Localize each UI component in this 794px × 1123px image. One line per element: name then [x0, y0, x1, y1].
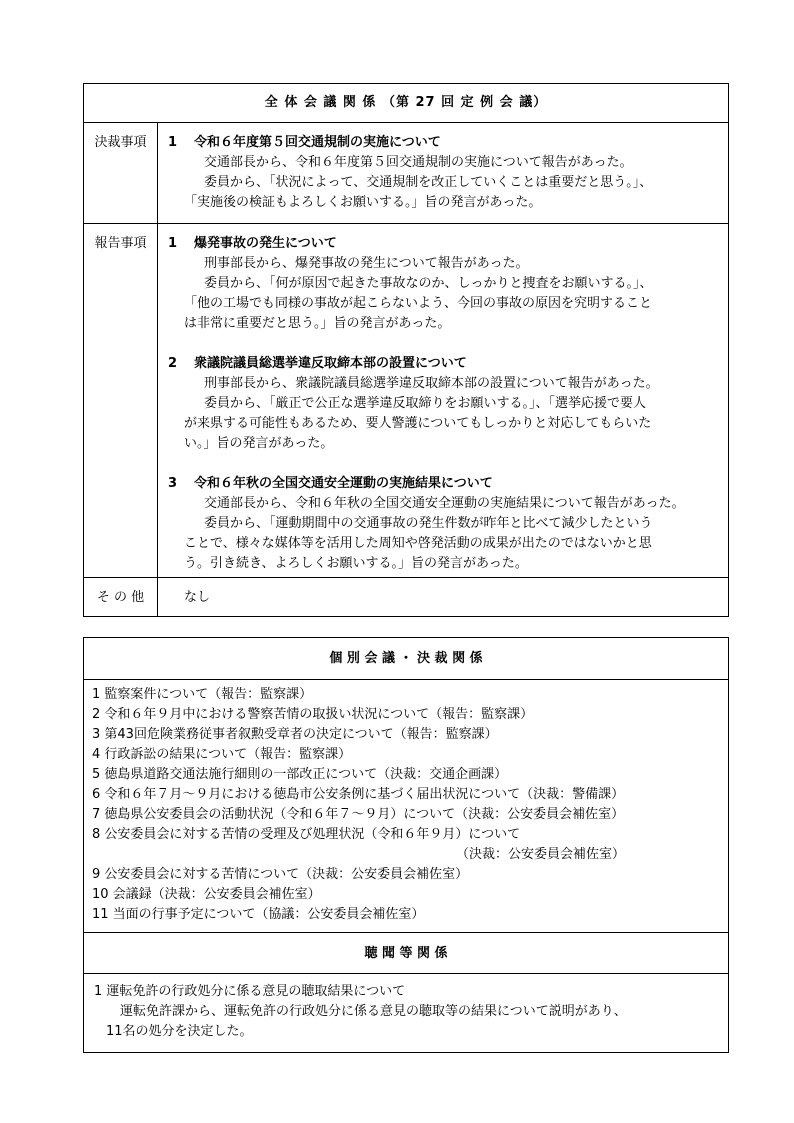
list-item: （決裁：公安委員会補佐室） [456, 847, 626, 862]
decision-item-line: 「実施後の検証もよろしくお願いする。」旨の発言があった。 [184, 195, 542, 210]
report-item-line: ことで、様々な媒体等を活用した周知や啓発活動の成果が出たのではないかと思 [184, 536, 652, 551]
plenary-title: 全 体 会 議 関 係 （第 27 回 定 例 会 議） [84, 84, 728, 123]
hearing-body [94, 982, 720, 1042]
list-item: 7 徳島県公安委員会の活動状況（令和６年７～９月）について（決裁：公安委員会補佐室） [92, 807, 625, 822]
decision-row [84, 123, 728, 224]
report-label: 報告事項 [84, 224, 158, 577]
list-item: 2 令和６年９月中における警察苦情の取扱い状況について（報告：監察課） [92, 707, 534, 722]
report-item-line: 交通部長から、令和６年秋の全国交通安全運動の実施結果について報告があった。 [204, 496, 685, 511]
report-item-line: い。」旨の発言があった。 [184, 436, 334, 451]
decision-item-line: 委員から、「状況によって、交通規制を改正していくことは重要だと思う。」、 [204, 175, 653, 190]
report-item-line: 刑事部長から、衆議院議員総選挙違反取締本部の設置について報告があった。 [204, 376, 659, 391]
report-item-line: は非常に重要だと思う。」旨の発言があった。 [184, 316, 451, 331]
list-item: 11 当面の行事予定について（協議：公安委員会補佐室） [92, 907, 425, 922]
decision-label: 決裁事項 [84, 123, 158, 223]
list-item: 3 第43回危険業務従事者叙勲受章者の決定について（報告：監察課） [92, 727, 498, 742]
other-value: なし [184, 590, 211, 605]
report-item-line: う。引き続き、よろしくお願いする。」旨の発言があった。 [184, 556, 528, 571]
individual-title: 個 別 会 議 ・ 決 裁 関 係 [84, 638, 728, 680]
hearing-title: 聴 聞 等 関 係 [84, 932, 728, 974]
list-item: 5 徳島県道路交通法施行細則の一部改正について（決裁：交通企画課） [92, 767, 508, 782]
hearing-line: 1 運転免許の行政処分に係る意見の聴取結果について [94, 984, 406, 999]
individual-list [92, 685, 720, 925]
decision-item-heading: 1 令和６年度第５回交通規制の実施について [168, 135, 441, 150]
report-item-heading: 2 衆議院議員総選挙違反取締本部の設置について [168, 356, 467, 371]
hearing-line: 11名の処分を決定した。 [106, 1024, 253, 1039]
report-item-heading: 1 爆発事故の発生について [168, 236, 337, 251]
report-item-heading: 3 令和６年秋の全国交通安全運動の実施結果について [168, 476, 493, 491]
report-item-line: 刑事部長から、爆発事故の発生について報告があった。 [204, 256, 529, 271]
report-row [84, 224, 728, 578]
plenary-meeting-table [83, 83, 729, 617]
list-item: 10 会議録（決裁：公安委員会補佐室） [92, 887, 321, 902]
individual-meeting-table [83, 637, 729, 1053]
other-label: そ の 他 [84, 578, 158, 616]
decision-body [158, 123, 728, 213]
decision-item-line: 交通部長から、令和６年度第５回交通規制の実施について報告があった。 [204, 155, 633, 170]
report-item-line: 委員から、「何が原因で起きた事故なのか、しっかりと捜査をお願いする。」、 [204, 276, 653, 291]
list-item: 9 公安委員会に対する苦情について（決裁：公安委員会補佐室） [92, 867, 469, 882]
other-body [158, 578, 728, 608]
list-item: 8 公安委員会に対する苦情の受理及び処理状況（令和６年９月）について [92, 827, 521, 842]
list-item: 1 監察案件について（報告：監察課） [92, 687, 313, 702]
other-row [84, 578, 728, 616]
hearing-line: 運転免許課から、運転免許の行政処分に係る意見の聴取等の結果について説明があり、 [120, 1004, 627, 1019]
report-item-line: 「他の工場でも同様の事故が起こらないよう、今回の事故の原因を究明すること [184, 296, 653, 311]
report-body [158, 224, 728, 574]
report-item-line: が来県する可能性もあるため、要人警護についてもしっかりと対応してもらいた [184, 416, 652, 431]
report-item-line: 委員から、「厳正で公正な選挙違反取締りをお願いする。」、「選挙応援で要人 [204, 396, 647, 411]
list-item: 4 行政訴訟の結果について（報告：監察課） [92, 747, 352, 762]
list-item: 6 令和６年７月～９月における徳島市公安条例に基づく届出状況について（決裁：警備課） [92, 787, 625, 802]
report-item-line: 委員から、「運動期間中の交通事故の発生件数が昨年と比べて減少したという [204, 516, 653, 531]
